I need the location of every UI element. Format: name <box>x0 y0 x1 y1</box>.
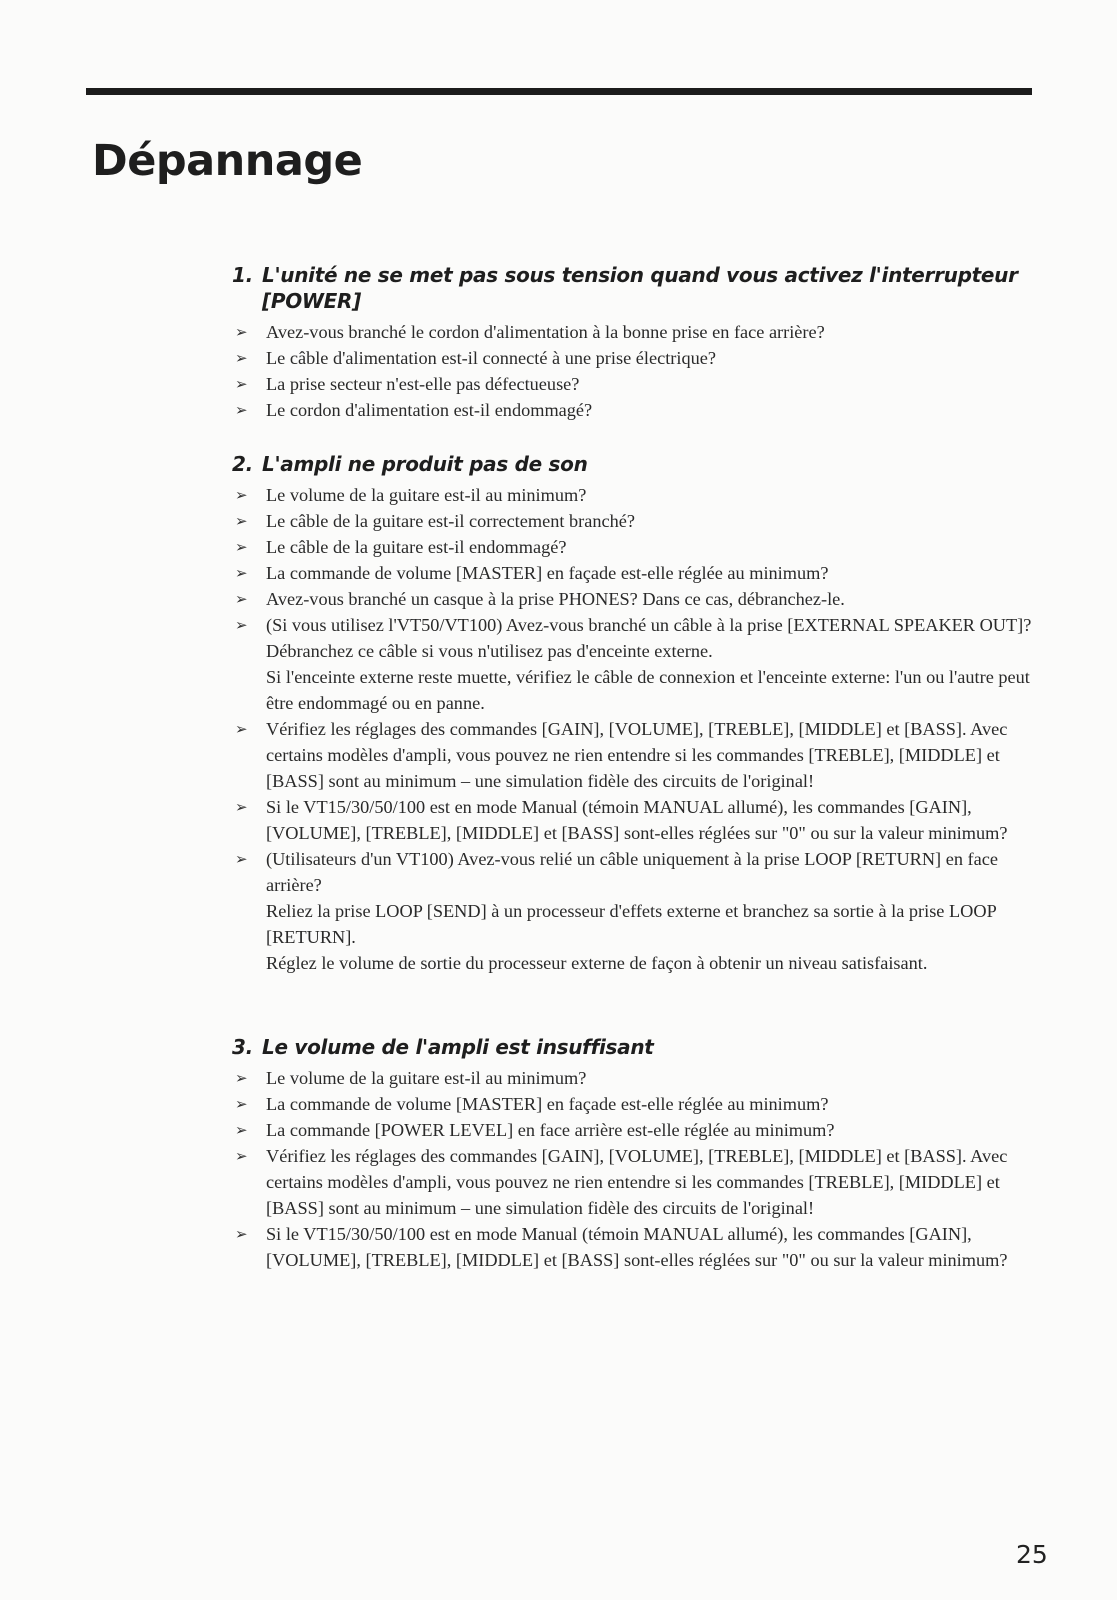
page-title: Dépannage <box>92 136 363 186</box>
item-text: Débranchez ce câble si vous n'utilisez pas d'enceinte externe. <box>266 641 713 661</box>
arrowhead-bullet-icon: ➢ <box>235 720 248 738</box>
list-item <box>232 1065 1032 1091</box>
list-item <box>232 1143 1032 1221</box>
section-title-text: Le volume de l'ampli est insuffisant <box>262 1035 654 1059</box>
arrowhead-bullet-icon: ➢ <box>235 375 248 393</box>
header-rule <box>86 88 1032 95</box>
list-item <box>232 371 1032 397</box>
section-number: 2. <box>232 452 253 476</box>
arrowhead-bullet-icon: ➢ <box>235 512 248 530</box>
arrowhead-bullet-icon: ➢ <box>235 1225 248 1243</box>
arrowhead-bullet-icon: ➢ <box>235 564 248 582</box>
item-text: Vérifiez les réglages des commandes [GAIN], [VOLUME], [TREBLE], [MIDDLE] et [BASS]. Avec certains modèles d'ampli, vous pouvez ne rien entendre si les commandes [TREBLE], [MIDDLE] et [BASS] sont au minimum – une simulation fidèle des circuits de l'original! <box>266 1146 1008 1218</box>
item-text: (Si vous utilisez l'VT50/VT100) Avez-vous branché un câble à la prise [EXTERNAL SPEAKER OUT]? <box>266 615 1032 635</box>
check-list <box>232 482 1032 976</box>
list-item <box>232 586 1032 612</box>
list-item <box>232 534 1032 560</box>
troubleshooting-content <box>232 262 1032 1273</box>
list-item <box>232 560 1032 586</box>
item-text: La prise secteur n'est-elle pas défectueuse? <box>266 374 580 394</box>
section-title-text: L'unité ne se met pas sous tension quand vous activez l'interrupteur [POWER] <box>262 263 1018 313</box>
arrowhead-bullet-icon: ➢ <box>235 1121 248 1139</box>
item-text: Avez-vous branché le cordon d'alimentation à la bonne prise en face arrière? <box>266 322 825 342</box>
arrowhead-bullet-icon: ➢ <box>235 590 248 608</box>
troubleshooting-section <box>232 1034 1032 1273</box>
arrowhead-bullet-icon: ➢ <box>235 616 248 634</box>
arrowhead-bullet-icon: ➢ <box>235 850 248 868</box>
arrowhead-bullet-icon: ➢ <box>235 1095 248 1113</box>
item-text: Si le VT15/30/50/100 est en mode Manual (témoin MANUAL allumé), les commandes [GAIN], [VOLUME], [TREBLE], [MIDDLE] et [BASS] sont-elles réglées sur "0" ou sur la valeur minimum? <box>266 797 1008 843</box>
list-item <box>232 612 1032 716</box>
section-title-text: L'ampli ne produit pas de son <box>262 452 588 476</box>
item-text: Vérifiez les réglages des commandes [GAIN], [VOLUME], [TREBLE], [MIDDLE] et [BASS]. Avec certains modèles d'ampli, vous pouvez ne rien entendre si les commandes [TREBLE], [MIDDLE] et [BASS] sont au minimum – une simulation fidèle des circuits de l'original! <box>266 719 1008 791</box>
arrowhead-bullet-icon: ➢ <box>235 401 248 419</box>
list-item <box>232 508 1032 534</box>
section-heading <box>232 262 1032 314</box>
item-text: (Utilisateurs d'un VT100) Avez-vous relié un câble uniquement à la prise LOOP [RETURN] en face arrière? <box>266 849 998 895</box>
list-item <box>232 1091 1032 1117</box>
item-text: Si l'enceinte externe reste muette, vérifiez le câble de connexion et l'enceinte externe: l'un ou l'autre peut être endommagé ou en panne. <box>266 667 1030 713</box>
item-text: Le volume de la guitare est-il au minimum? <box>266 485 587 505</box>
troubleshooting-section <box>232 262 1032 423</box>
arrowhead-bullet-icon: ➢ <box>235 798 248 816</box>
check-list <box>232 1065 1032 1273</box>
list-item <box>232 397 1032 423</box>
list-item <box>232 846 1032 976</box>
arrowhead-bullet-icon: ➢ <box>235 486 248 504</box>
arrowhead-bullet-icon: ➢ <box>235 538 248 556</box>
list-item <box>232 319 1032 345</box>
list-item <box>232 1221 1032 1273</box>
section-heading <box>232 1034 1032 1060</box>
arrowhead-bullet-icon: ➢ <box>235 349 248 367</box>
item-text: Reliez la prise LOOP [SEND] à un processeur d'effets externe et branchez sa sortie à la prise LOOP [RETURN]. <box>266 901 997 947</box>
item-text: Le câble de la guitare est-il correctement branché? <box>266 511 635 531</box>
check-list <box>232 319 1032 423</box>
section-number: 3. <box>232 1035 253 1059</box>
list-item <box>232 482 1032 508</box>
item-text: La commande [POWER LEVEL] en face arrière est-elle réglée au minimum? <box>266 1120 835 1140</box>
item-text: Si le VT15/30/50/100 est en mode Manual (témoin MANUAL allumé), les commandes [GAIN], [VOLUME], [TREBLE], [MIDDLE] et [BASS] sont-elles réglées sur "0" ou sur la valeur minimum? <box>266 1224 1008 1270</box>
section-number: 1. <box>232 263 253 287</box>
item-text: Le cordon d'alimentation est-il endommagé? <box>266 400 593 420</box>
list-item <box>232 345 1032 371</box>
arrowhead-bullet-icon: ➢ <box>235 323 248 341</box>
arrowhead-bullet-icon: ➢ <box>235 1147 248 1165</box>
page-number: 25 <box>1016 1540 1048 1569</box>
troubleshooting-section <box>232 451 1032 976</box>
item-text: Le câble d'alimentation est-il connecté à une prise électrique? <box>266 348 716 368</box>
item-text: La commande de volume [MASTER] en façade est-elle réglée au minimum? <box>266 563 829 583</box>
item-text: Le câble de la guitare est-il endommagé? <box>266 537 567 557</box>
list-item <box>232 794 1032 846</box>
arrowhead-bullet-icon: ➢ <box>235 1069 248 1087</box>
list-item <box>232 1117 1032 1143</box>
list-item <box>232 716 1032 794</box>
item-text: La commande de volume [MASTER] en façade est-elle réglée au minimum? <box>266 1094 829 1114</box>
item-text: Le volume de la guitare est-il au minimum? <box>266 1068 587 1088</box>
section-heading <box>232 451 1032 477</box>
item-text: Avez-vous branché un casque à la prise PHONES? Dans ce cas, débranchez-le. <box>266 589 845 609</box>
item-text: Réglez le volume de sortie du processeur externe de façon à obtenir un niveau satisfaisant. <box>266 953 928 973</box>
